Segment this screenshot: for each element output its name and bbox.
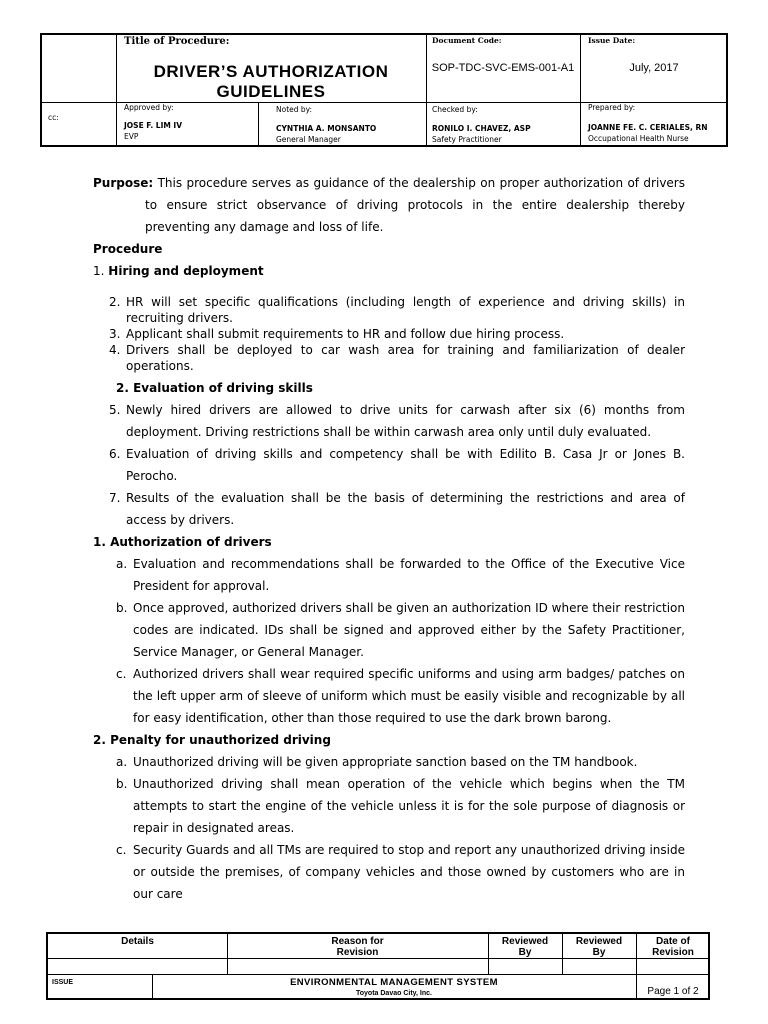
evaluation-list xyxy=(93,399,685,531)
procedure-body xyxy=(93,172,685,905)
list-item-text: Unauthorized driving shall mean operation of the vehicle which begins when the TM attempts to start the engine of the vehicle unless it is for the sole purpose of diagnosis or repair in designated areas. xyxy=(133,777,685,835)
list-item-number: 3. xyxy=(109,327,121,341)
list-item-text: Unauthorized driving will be given appropriate sanction based on the TM handbook. xyxy=(133,755,638,769)
list-item-number: 6. xyxy=(109,447,121,461)
list-item-text: Authorized drivers shall wear required specific uniforms and using arm badges/ patches on the left upper arm of sleeve of uniform which must be easily visible and recognizable by all for easy identification, other than those required to use the dark brown barong. xyxy=(133,667,685,725)
noted-by-name: CYNTHIA A. MONSANTO xyxy=(276,124,377,133)
list-item-number: c. xyxy=(116,667,127,681)
footer-reason-line1: Reason for xyxy=(331,936,384,947)
checked-by-label: Checked by: xyxy=(432,105,478,114)
penalty-list xyxy=(93,751,685,905)
list-item-text: Evaluation of driving skills and competency shall be with Edilito B. Casa Jr or Jones B. Perocho. xyxy=(126,447,685,483)
procedure-title-line2: GUIDELINES xyxy=(216,82,326,101)
document-header-table xyxy=(40,33,728,147)
footer-page-number: Page 1 of 2 xyxy=(647,986,699,997)
footer-reviewed-1-line2: By xyxy=(518,947,532,958)
section-hiring-heading xyxy=(93,260,685,282)
list-item xyxy=(109,326,685,342)
doc-code-label: Document Code: xyxy=(432,36,502,45)
list-item xyxy=(116,663,685,729)
list-item xyxy=(109,443,685,487)
purpose-paragraph xyxy=(93,172,685,238)
list-item-number: 4. xyxy=(109,343,121,357)
footer-reviewed-2 xyxy=(562,936,636,958)
list-item-number: a. xyxy=(116,755,128,769)
footer-date-of-revision xyxy=(636,936,710,958)
approved-by-label: Approved by: xyxy=(124,103,174,112)
checked-by-name: RONILO I. CHAVEZ, ASP xyxy=(432,124,531,133)
list-item-number: b. xyxy=(116,777,128,791)
list-item-number: 7. xyxy=(109,491,121,505)
list-item xyxy=(116,773,685,839)
approved-by-name: JOSE F. LIM IV xyxy=(124,121,183,130)
list-item-text: Security Guards and all TMs are required to stop and report any unauthorized driving inside or outside the premises, of company vehicles and those owned by customers who are in our care xyxy=(133,843,685,901)
footer-reviewed-2-line2: By xyxy=(592,947,606,958)
list-item-text: Once approved, authorized drivers shall be given an authorization ID where their restriction codes are indicated. IDs shall be signed and approved either by the Safety Practitioner, Service Manager, or General Manager. xyxy=(133,601,685,659)
doc-code: SOP-TDC-SVC-EMS-001-A1 xyxy=(431,62,575,74)
issue-date: July, 2017 xyxy=(629,62,679,74)
list-item xyxy=(109,399,685,443)
list-item xyxy=(116,751,685,773)
footer-reviewed-1 xyxy=(488,936,562,958)
prepared-by-label: Prepared by: xyxy=(588,103,636,112)
approved-by-role: EVP xyxy=(124,132,139,141)
footer-reviewed-1-line1: Reviewed xyxy=(501,936,549,947)
purpose-text: This procedure serves as guidance of the dealership on proper authorization of drivers to ensure strict observance of driving protocols in the entire dealership thereby preventing any damage and loss of life. xyxy=(145,176,685,234)
title-label: Title of Procedure: xyxy=(124,36,230,47)
authorization-list xyxy=(93,553,685,729)
footer-reviewed-2-line1: Reviewed xyxy=(575,936,623,947)
list-item xyxy=(116,553,685,597)
footer-reason xyxy=(227,936,488,958)
prepared-by-name: JOANNE FE. C. CERIALES, RN xyxy=(588,123,708,132)
prepared-by-role: Occupational Health Nurse xyxy=(588,134,689,143)
noted-by-label: Noted by: xyxy=(276,105,313,114)
section-hiring-title: Hiring and deployment xyxy=(108,264,264,278)
footer-system-name: ENVIRONMENTAL MANAGEMENT SYSTEM xyxy=(290,977,498,988)
list-item xyxy=(109,342,685,374)
list-item-number: b. xyxy=(116,601,128,615)
footer-issue-label: ISSUE xyxy=(52,979,74,986)
section-evaluation-title: 2. Evaluation of driving skills xyxy=(116,381,313,395)
list-item-text: Evaluation and recommendations shall be forwarded to the Office of the Executive Vice President for approval. xyxy=(133,557,685,593)
procedure-title-line1: DRIVER’S AUTHORIZATION xyxy=(153,62,389,81)
list-item xyxy=(116,597,685,663)
list-item-text: Newly hired drivers are allowed to drive units for carwash after six (6) months from deployment. Driving restrictions shall be within carwash area only until duly evaluated. xyxy=(126,403,685,439)
footer-reason-line2: Revision xyxy=(336,947,379,958)
list-item-text: HR will set specific qualifications (including length of experience and driving skills) in recruiting drivers. xyxy=(126,295,685,325)
section-hiring-number: 1. xyxy=(93,264,105,278)
cc-label: cc: xyxy=(48,113,59,122)
revision-footer-table xyxy=(46,932,710,1000)
list-item-number: 5. xyxy=(109,403,121,417)
procedure-title xyxy=(118,62,424,102)
section-authorization-title: 1. Authorization of drivers xyxy=(93,535,272,549)
footer-company: Toyota Davao City, Inc. xyxy=(356,990,432,997)
section-penalty-title: 2. Penalty for unauthorized driving xyxy=(93,733,331,747)
list-item-number: c. xyxy=(116,843,127,857)
list-item xyxy=(109,294,685,326)
footer-details: Details xyxy=(121,936,154,947)
list-item-number: 2. xyxy=(109,295,121,309)
checked-by-role: Safety Practitioner xyxy=(432,135,502,144)
list-item-text: Applicant shall submit requirements to HR and follow due hiring process. xyxy=(126,327,565,341)
list-item-text: Drivers shall be deployed to car wash area for training and familiarization of dealer operations. xyxy=(126,343,685,373)
list-item xyxy=(109,487,685,531)
list-item xyxy=(116,839,685,905)
footer-date-line1: Date of xyxy=(656,936,690,947)
footer-date-line2: Revision xyxy=(652,947,694,958)
list-item-number: a. xyxy=(116,557,128,571)
list-item-text: Results of the evaluation shall be the basis of determining the restrictions and area of access by drivers. xyxy=(126,491,685,527)
hiring-list xyxy=(93,294,685,374)
noted-by-role: General Manager xyxy=(276,135,341,144)
purpose-label: Purpose: xyxy=(93,176,154,190)
procedure-heading: Procedure xyxy=(93,242,163,256)
issue-date-label: Issue Date: xyxy=(588,36,636,45)
